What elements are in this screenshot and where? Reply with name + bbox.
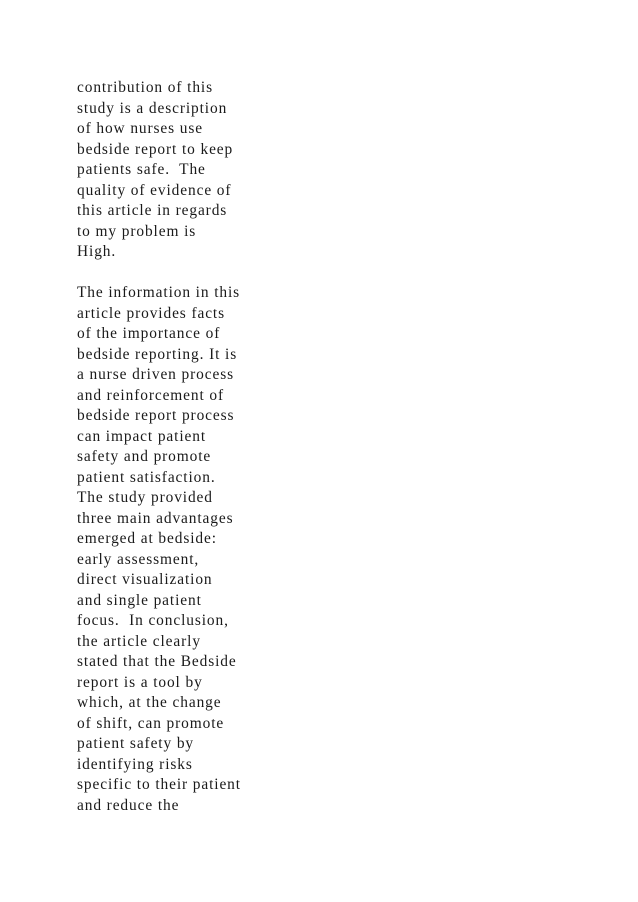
text-line: of how nurses use	[77, 120, 204, 137]
text-line: specific to their patient	[77, 776, 241, 793]
text-line: identifying risks	[77, 755, 193, 773]
text-column	[77, 78, 277, 816]
text-line: bedside report to keep	[77, 140, 234, 158]
text-line: patients safe. The	[77, 161, 206, 178]
text-line: three main advantages	[77, 509, 234, 527]
text-line: article provides facts	[77, 304, 225, 322]
text-line: patient safety by	[77, 735, 195, 752]
text-line: contribution of this	[77, 79, 213, 96]
text-line: direct visualization	[77, 571, 213, 588]
text-line: a nurse driven process	[77, 366, 234, 383]
text-line: bedside report process	[77, 407, 235, 424]
text-line: and reduce the	[77, 796, 180, 814]
text-line: patient satisfaction.	[77, 468, 216, 486]
text-line: to my problem is	[77, 222, 197, 240]
text-line: report is a tool by	[77, 673, 203, 691]
text-line: the article clearly	[77, 632, 201, 650]
text-line: which, at the change	[77, 694, 222, 711]
text-line: safety and promote	[77, 448, 212, 465]
text-line: this article in regards	[77, 202, 228, 219]
text-line: High.	[77, 243, 117, 260]
text-line: The study provided	[77, 489, 213, 506]
paragraph-1	[77, 78, 277, 263]
text-line: bedside reporting. It is	[77, 345, 238, 363]
text-line: stated that the Bedside	[77, 653, 237, 670]
text-line: The information in this	[77, 284, 241, 301]
paragraph-2	[77, 283, 277, 816]
text-line: and single patient	[77, 591, 202, 609]
text-line: focus. In conclusion,	[77, 612, 229, 629]
text-line: early assessment,	[77, 550, 200, 568]
text-line: emerged at bedside:	[77, 530, 217, 547]
text-line: quality of evidence of	[77, 181, 232, 199]
text-line: can impact patient	[77, 427, 207, 445]
text-line: and reinforcement of	[77, 386, 225, 404]
text-line: of the importance of	[77, 325, 221, 342]
text-line: of shift, can promote	[77, 714, 225, 732]
text-line: study is a description	[77, 99, 228, 117]
